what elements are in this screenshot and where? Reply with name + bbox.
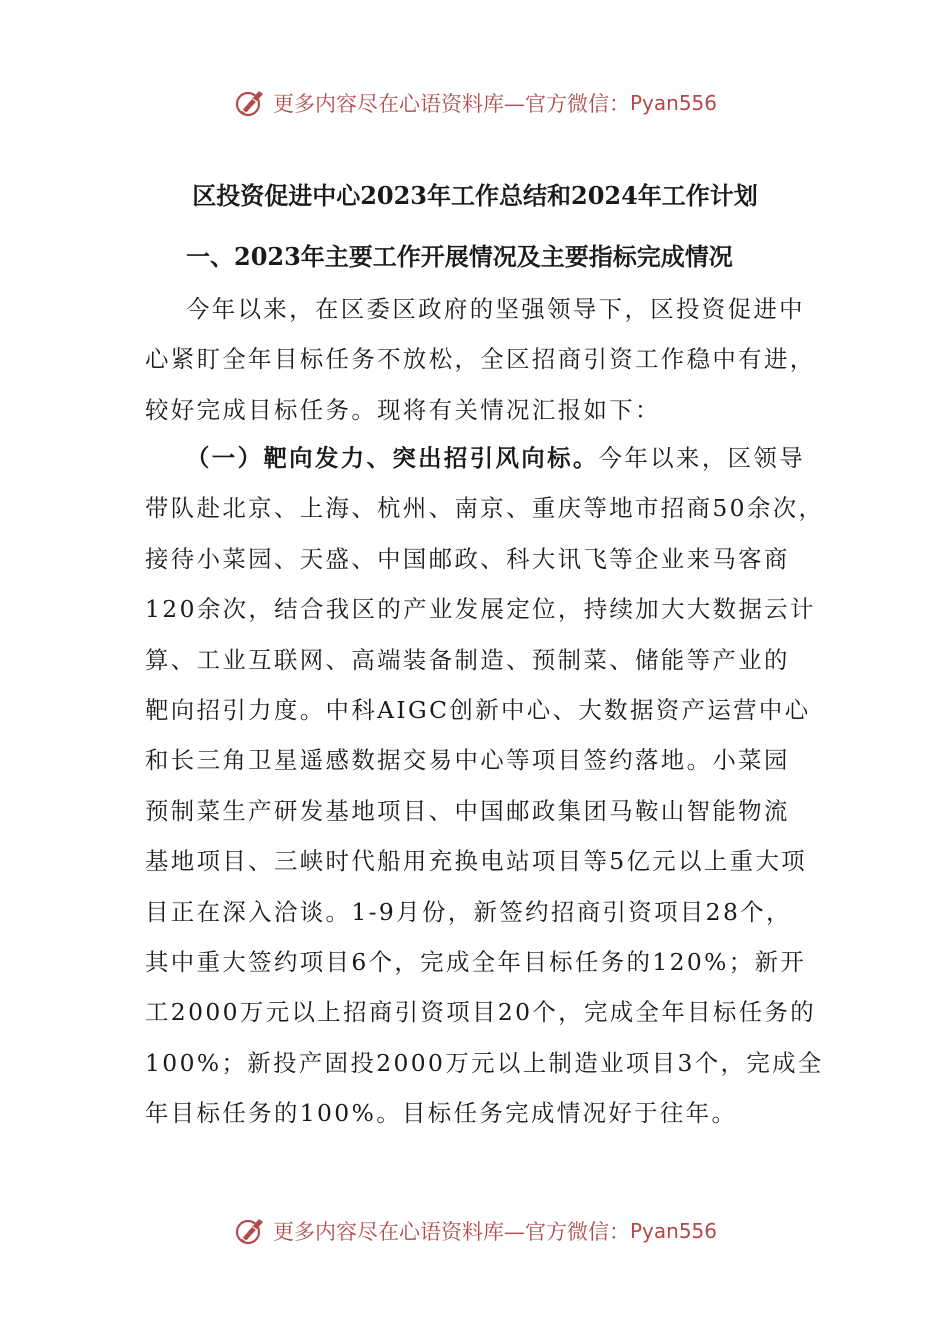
paragraph-line: 较好完成目标任务。现将有关情况汇报如下： <box>145 395 661 424</box>
paragraph-line: 和长三角卫星遥感数据交易中心等项目签约落地。小菜园 <box>145 746 790 775</box>
paragraph-line <box>145 433 824 483</box>
paragraph-line: 工2000万元以上招商引资项目20个，完成全年目标任务的 <box>145 998 817 1027</box>
paragraph-line: 100%；新投产固投2000万元以上制造业项目3个，完成全 <box>145 1048 824 1077</box>
quill-pen-circle-icon <box>233 86 267 120</box>
document-title: 区投资促进中心2023年工作总结和2024年工作计划 <box>192 181 758 210</box>
quill-pen-circle-icon <box>233 1214 267 1248</box>
paragraph-line: 靶向招引力度。中科AIGC创新中心、大数据资产运营中心 <box>145 695 811 724</box>
paragraph-line: 今年以来，在区委区政府的坚强领导下，区投资促进中 <box>186 295 805 323</box>
paragraph-text: 今年以来，区领导 <box>598 444 805 472</box>
intro-paragraph <box>145 284 816 435</box>
paragraph-line: 年目标任务的100%。目标任务完成情况好于往年。 <box>145 1099 738 1128</box>
wechat-id: Pyan556 <box>629 1219 717 1243</box>
watermark-banner-top <box>0 83 950 123</box>
paragraph-line: 算、工业互联网、高端装备制造、预制菜、储能等产业的 <box>145 645 790 674</box>
watermark-banner-bottom <box>0 1211 950 1251</box>
section-heading: 一、2023年主要工作开展情况及主要指标完成情况 <box>186 242 733 271</box>
wechat-id: Pyan556 <box>629 91 717 115</box>
paragraph-line: 基地项目、三峡时代船用充换电站项目等5亿元以上重大项 <box>145 847 808 876</box>
paragraph-line: 其中重大签约项目6个，完成全年目标任务的120%；新开 <box>145 947 807 976</box>
paragraph-line: 带队赴北京、上海、杭州、南京、重庆等地市招商50余次， <box>145 494 825 523</box>
paragraph-line: 目正在深入洽谈。1-9月份，新签约招商引资项目28个， <box>145 897 792 926</box>
watermark-text: 更多内容尽在心语资料库—官方微信： <box>272 92 630 116</box>
paragraph-line: 心紧盯全年目标任务不放松，全区招商引资工作稳中有进， <box>145 345 816 374</box>
subsection-lead: （一）靶向发力、突出招引风向标。 <box>186 444 599 472</box>
paragraph-line: 120余次，结合我区的产业发展定位，持续加大大数据云计 <box>145 595 816 624</box>
watermark-text: 更多内容尽在心语资料库—官方微信： <box>272 1220 630 1244</box>
paragraph-line: 接待小菜园、天盛、中国邮政、科大讯飞等企业来马客商 <box>145 544 790 573</box>
section-1-paragraph <box>145 433 824 1138</box>
paragraph-line: 预制菜生产研发基地项目、中国邮政集团马鞍山智能物流 <box>145 796 790 825</box>
